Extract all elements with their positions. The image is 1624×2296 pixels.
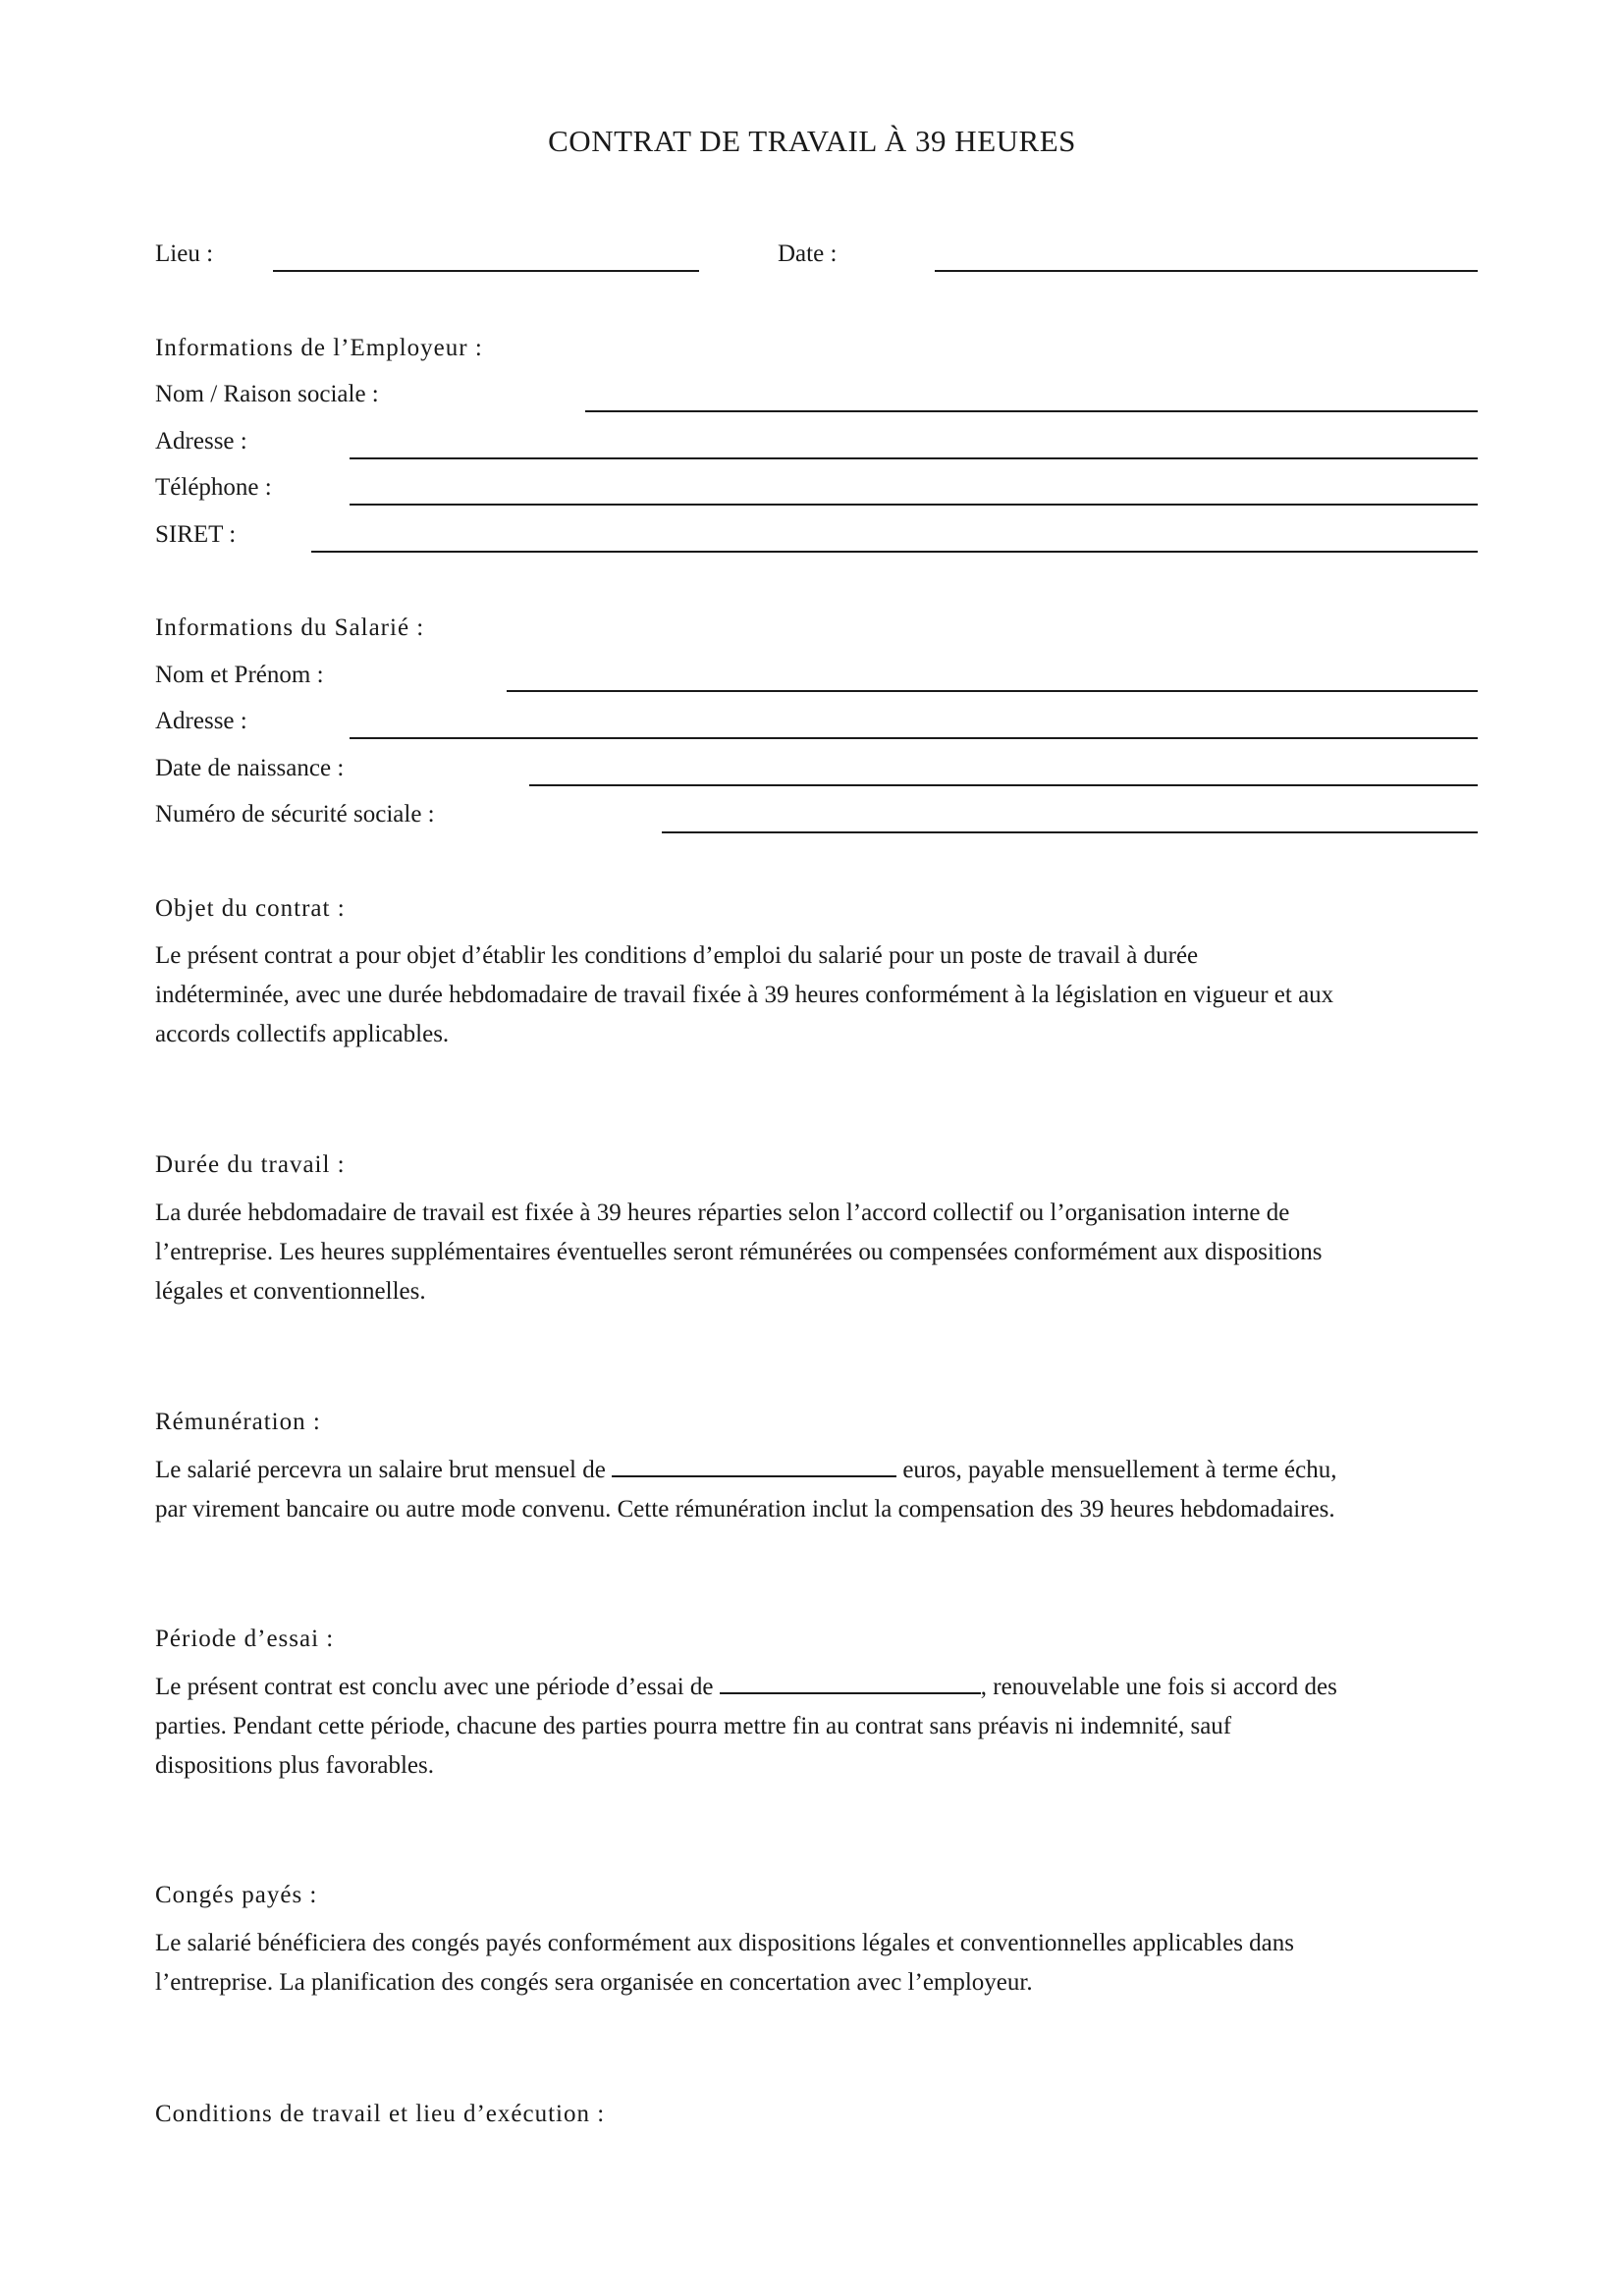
remuneration-text: euros, payable mensuellement à terme échu, <box>896 1457 1337 1483</box>
employeur-siret-label: SIRET : <box>155 521 237 548</box>
salarie-naissance-label: Date de naissance : <box>155 755 345 781</box>
conditions-heading: Conditions de travail et lieu d’exécution : <box>155 2101 606 2127</box>
salaire-blank-field[interactable] <box>612 1452 896 1477</box>
employeur-nom-label: Nom / Raison sociale : <box>155 381 379 407</box>
salarie-nom-field[interactable] <box>507 690 1478 692</box>
essai-line: dispositions plus favorables. <box>155 1752 435 1779</box>
employeur-telephone-label: Téléphone : <box>155 474 272 501</box>
remuneration-line: par virement bancaire ou autre mode convenu. Cette rémunération inclut la compensation des 39 heures hebdomadaires. <box>155 1496 1335 1522</box>
salarie-adresse-label: Adresse : <box>155 708 247 734</box>
employeur-nom-field[interactable] <box>585 410 1478 412</box>
duree-line: l’entreprise. Les heures supplémentaires éventuelles seront rémunérées ou compensées conformément aux dispositions <box>155 1239 1323 1265</box>
lieu-label: Lieu : <box>155 240 214 267</box>
salarie-heading: Informations du Salarié : <box>155 614 425 641</box>
objet-line: accords collectifs applicables. <box>155 1021 450 1047</box>
essai-heading: Période d’essai : <box>155 1626 335 1652</box>
employeur-telephone-field[interactable] <box>350 504 1478 506</box>
employeur-heading: Informations de l’Employeur : <box>155 335 483 361</box>
remuneration-heading: Rémunération : <box>155 1409 321 1435</box>
salarie-adresse-field[interactable] <box>350 737 1478 739</box>
conges-paragraph <box>155 1924 1490 2002</box>
essai-text: , renouvelable une fois si accord des <box>980 1674 1337 1700</box>
essai-paragraph <box>155 1668 1490 1786</box>
employeur-siret-field[interactable] <box>311 551 1478 553</box>
employeur-adresse-label: Adresse : <box>155 428 247 454</box>
duree-line: légales et conventionnelles. <box>155 1278 426 1305</box>
duree-line: La durée hebdomadaire de travail est fixée à 39 heures réparties selon l’accord collectif ou l’organisation interne de <box>155 1200 1290 1226</box>
duree-heading: Durée du travail : <box>155 1151 346 1178</box>
date-field[interactable] <box>935 270 1478 272</box>
objet-paragraph <box>155 936 1490 1054</box>
salarie-nom-label: Nom et Prénom : <box>155 662 324 688</box>
essai-line: parties. Pendant cette période, chacune des parties pourra mettre fin au contrat sans préavis ni indemnité, sauf <box>155 1713 1232 1739</box>
remuneration-text: Le salarié percevra un salaire brut mensuel de <box>155 1457 613 1483</box>
salarie-secu-field[interactable] <box>662 831 1478 833</box>
objet-line: Le présent contrat a pour objet d’établir les conditions d’emploi du salarié pour un poste de travail à durée <box>155 942 1199 969</box>
duree-paragraph <box>155 1194 1490 1311</box>
date-label: Date : <box>778 240 838 267</box>
salarie-naissance-field[interactable] <box>529 784 1478 786</box>
essai-text: Le présent contrat est conclu avec une période d’essai de <box>155 1674 720 1700</box>
remuneration-paragraph <box>155 1451 1490 1529</box>
document-title: CONTRAT DE TRAVAIL À 39 HEURES <box>548 124 1076 158</box>
objet-line: indéterminée, avec une durée hebdomadaire de travail fixée à 39 heures conformément à la législation en vigueur et aux <box>155 982 1334 1008</box>
lieu-field[interactable] <box>273 270 699 272</box>
employeur-adresse-field[interactable] <box>350 457 1478 459</box>
salarie-secu-label: Numéro de sécurité sociale : <box>155 801 435 828</box>
conges-line: l’entreprise. La planification des congés sera organisée en concertation avec l’employeur. <box>155 1969 1033 1996</box>
essai-blank-field[interactable] <box>720 1669 981 1694</box>
conges-heading: Congés payés : <box>155 1882 318 1908</box>
conges-line: Le salarié bénéficiera des congés payés conformément aux dispositions légales et conventionnelles applicables dans <box>155 1930 1295 1956</box>
objet-heading: Objet du contrat : <box>155 895 346 922</box>
